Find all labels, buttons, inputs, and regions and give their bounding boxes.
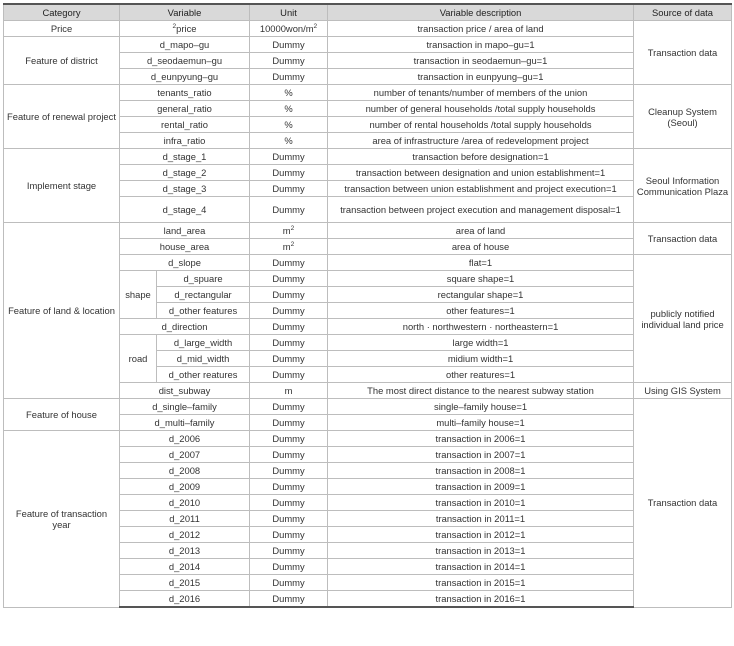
unit-cell: Dummy — [250, 575, 328, 591]
variable-cell: d_seodaemun–gu — [120, 53, 250, 69]
variable-cell: d_large_width — [157, 335, 250, 351]
variables-table — [3, 3, 732, 608]
table-row — [4, 37, 732, 53]
unit-cell: Dummy — [250, 447, 328, 463]
subgroup-cell-shape: shape — [120, 271, 157, 319]
description-cell: transaction in eunpyung–gu=1 — [328, 69, 634, 85]
description-cell: area of house — [328, 239, 634, 255]
source-cell: Cleanup System (Seoul) — [634, 85, 732, 149]
category-cell: Feature of land & location — [4, 223, 120, 399]
category-cell: Feature of house — [4, 399, 120, 431]
variable-cell: rental_ratio — [120, 117, 250, 133]
source-cell: Using GIS System — [634, 383, 732, 399]
category-cell: Feature of district — [4, 37, 120, 85]
variable-cell: d_2008 — [120, 463, 250, 479]
variable-cell: d_spuare — [157, 271, 250, 287]
unit-cell: % — [250, 117, 328, 133]
source-cell: Transaction data — [634, 399, 732, 608]
variable-cell: d_multi–family — [120, 415, 250, 431]
variable-cell: d_2013 — [120, 543, 250, 559]
source-cell: Seoul Information Communication Plaza — [634, 149, 732, 223]
table-row — [4, 149, 732, 165]
table-row — [4, 85, 732, 101]
unit-cell: Dummy — [250, 271, 328, 287]
unit-cell: Dummy — [250, 399, 328, 415]
subgroup-cell-road: road — [120, 335, 157, 383]
unit-cell: Dummy — [250, 543, 328, 559]
description-cell: transaction price / area of land — [328, 21, 634, 37]
description-cell: transaction in 2006=1 — [328, 431, 634, 447]
unit-cell: Dummy — [250, 165, 328, 181]
variable-cell: dist_subway — [120, 383, 250, 399]
table-row — [4, 399, 732, 415]
description-cell: other features=1 — [328, 303, 634, 319]
header-variable: Variable — [120, 4, 250, 21]
table-row — [4, 431, 732, 447]
variable-cell: infra_ratio — [120, 133, 250, 149]
category-cell: Price — [4, 21, 120, 37]
table-row — [4, 223, 732, 239]
variable-cell: land_area — [120, 223, 250, 239]
variable-cell: d_mid_width — [157, 351, 250, 367]
description-cell: transaction in 2011=1 — [328, 511, 634, 527]
description-cell: number of general households /total supply households — [328, 101, 634, 117]
unit-cell: % — [250, 133, 328, 149]
header-unit: Unit — [250, 4, 328, 21]
description-cell: The most direct distance to the nearest subway station — [328, 383, 634, 399]
header-row — [4, 4, 732, 21]
variable-cell: d_2011 — [120, 511, 250, 527]
category-cell: Feature of transaction year — [4, 431, 120, 608]
source-cell: Transaction data — [634, 223, 732, 255]
description-cell: transaction in 2012=1 — [328, 527, 634, 543]
table-row — [4, 21, 732, 37]
description-cell: transaction between designation and union establishment=1 — [328, 165, 634, 181]
description-cell: square shape=1 — [328, 271, 634, 287]
unit-cell: $m^2$ — [250, 223, 328, 239]
variable-cell: general_ratio — [120, 101, 250, 117]
unit-cell: % — [250, 101, 328, 117]
description-cell: transaction before designation=1 — [328, 149, 634, 165]
unit-cell: Dummy — [250, 53, 328, 69]
description-cell: other reatures=1 — [328, 367, 634, 383]
unit-cell: m — [250, 383, 328, 399]
description-cell: transaction in 2016=1 — [328, 591, 634, 608]
description-cell: transaction in 2007=1 — [328, 447, 634, 463]
unit-cell: Dummy — [250, 511, 328, 527]
description-cell: midium width=1 — [328, 351, 634, 367]
description-cell: transaction between project execution and management disposal=1 — [328, 197, 634, 223]
unit-cell: Dummy — [250, 351, 328, 367]
unit-cell: Dummy — [250, 197, 328, 223]
variable-cell: d_eunpyung–gu — [120, 69, 250, 85]
variable-cell: d_2010 — [120, 495, 250, 511]
variable-cell: d_stage_1 — [120, 149, 250, 165]
variable-cell: d_stage_3 — [120, 181, 250, 197]
description-cell: transaction between union establishment and project execution=1 — [328, 181, 634, 197]
variable-cell: d_other features — [157, 303, 250, 319]
variable-cell: d_2007 — [120, 447, 250, 463]
description-cell: north · northwestern · northeastern=1 — [328, 319, 634, 335]
unit-cell: Dummy — [250, 69, 328, 85]
unit-cell: Dummy — [250, 415, 328, 431]
description-cell: number of rental households /total supply households — [328, 117, 634, 133]
description-cell: area of infrastructure /area of redevelopment project — [328, 133, 634, 149]
category-cell: Implement stage — [4, 149, 120, 223]
variable-cell: d_slope — [120, 255, 250, 271]
description-cell: transaction in 2013=1 — [328, 543, 634, 559]
variable-cell: d_single–family — [120, 399, 250, 415]
source-cell: Transaction data — [634, 21, 732, 85]
unit-cell: Dummy — [250, 463, 328, 479]
description-cell: transaction in 2015=1 — [328, 575, 634, 591]
header-source: Source of data — [634, 4, 732, 21]
variable-cell: d_2014 — [120, 559, 250, 575]
unit-cell: Dummy — [250, 559, 328, 575]
description-cell: transaction in 2010=1 — [328, 495, 634, 511]
description-cell: area of land — [328, 223, 634, 239]
source-cell: publicly notified individual land price — [634, 255, 732, 383]
unit-cell: $10000won/m^2$ — [250, 21, 328, 37]
unit-cell: Dummy — [250, 495, 328, 511]
header-description: Variable description — [328, 4, 634, 21]
unit-cell: $m^2$ — [250, 239, 328, 255]
category-cell: Feature of renewal project — [4, 85, 120, 149]
unit-cell: Dummy — [250, 335, 328, 351]
description-cell: transaction in 2009=1 — [328, 479, 634, 495]
description-cell: rectangular shape=1 — [328, 287, 634, 303]
unit-cell: Dummy — [250, 37, 328, 53]
unit-cell: Dummy — [250, 287, 328, 303]
description-cell: flat=1 — [328, 255, 634, 271]
variable-cell: d_2006 — [120, 431, 250, 447]
unit-cell: Dummy — [250, 367, 328, 383]
unit-cell: Dummy — [250, 591, 328, 608]
description-cell: single–family house=1 — [328, 399, 634, 415]
unit-cell: Dummy — [250, 303, 328, 319]
unit-cell: Dummy — [250, 431, 328, 447]
description-cell: transaction in seodaemun–gu=1 — [328, 53, 634, 69]
description-cell: multi–family house=1 — [328, 415, 634, 431]
variable-cell: d_stage_2 — [120, 165, 250, 181]
variable-cell: tenants_ratio — [120, 85, 250, 101]
unit-cell: Dummy — [250, 149, 328, 165]
unit-cell: Dummy — [250, 527, 328, 543]
unit-cell: Dummy — [250, 255, 328, 271]
variable-cell: d_other reatures — [157, 367, 250, 383]
description-cell: transaction in 2008=1 — [328, 463, 634, 479]
description-cell: transaction in 2014=1 — [328, 559, 634, 575]
description-cell: large width=1 — [328, 335, 634, 351]
variable-cell: d_2012 — [120, 527, 250, 543]
unit-cell: Dummy — [250, 479, 328, 495]
variable-cell: d_stage_4 — [120, 197, 250, 223]
unit-cell: Dummy — [250, 319, 328, 335]
variable-cell: d_rectangular — [157, 287, 250, 303]
unit-cell: Dummy — [250, 181, 328, 197]
description-cell: transaction in mapo–gu=1 — [328, 37, 634, 53]
variable-cell: d_2009 — [120, 479, 250, 495]
variable-cell: d_direction — [120, 319, 250, 335]
variable-cell: d_2015 — [120, 575, 250, 591]
header-category: Category — [4, 4, 120, 21]
variable-cell: $^2$price — [120, 21, 250, 37]
unit-cell: % — [250, 85, 328, 101]
variable-cell: d_2016 — [120, 591, 250, 608]
variable-cell: house_area — [120, 239, 250, 255]
description-cell: number of tenants/number of members of the union — [328, 85, 634, 101]
variable-cell: d_mapo–gu — [120, 37, 250, 53]
